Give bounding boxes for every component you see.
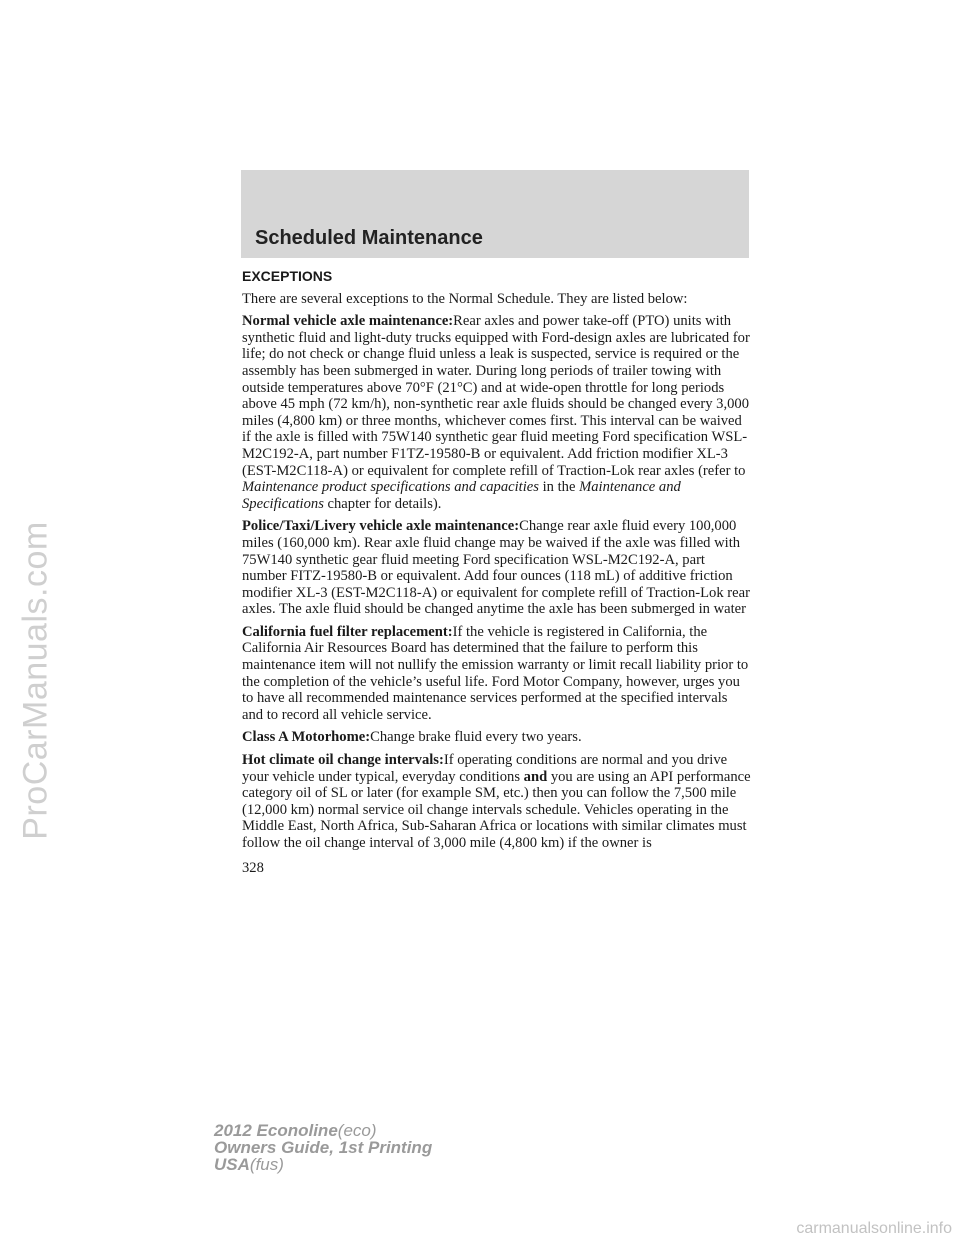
footer-model-code: (eco) — [337, 1121, 377, 1140]
axle-maintenance-text-3: chapter for details). — [323, 495, 442, 512]
motorhome-text: Change brake fluid every two years. — [370, 729, 582, 746]
police-axle-label: Police/Taxi/Livery vehicle axle maintenance: — [242, 518, 520, 535]
watermark — [6, 300, 66, 1060]
footer-market-code: (fus) — [249, 1155, 284, 1174]
footer-line-3 — [214, 1156, 432, 1173]
document-footer — [214, 1122, 432, 1173]
axle-reference-1: Maintenance product specifications and capacities — [242, 479, 539, 496]
intro-paragraph: There are several exceptions to the Normal Schedule. They are listed below: — [242, 290, 688, 307]
police-axle-paragraph — [242, 518, 752, 618]
motorhome-paragraph — [242, 729, 752, 746]
watermark-text: ProCarManuals.com — [16, 520, 55, 840]
hot-climate-label: Hot climate oil change intervals: — [242, 752, 444, 769]
hot-climate-text: If operating conditions are normal and you drive your vehicle under typical, everyday conditions — [242, 752, 728, 785]
footer-market: USA — [214, 1155, 250, 1174]
hot-climate-paragraph — [242, 752, 752, 852]
hot-climate-and: and — [523, 768, 548, 785]
page-content — [242, 268, 752, 876]
california-filter-text: If the vehicle is registered in California, the California Air Resources Board has determined that the failure to perform this maintenance item will not nullify the emission warranty or limit recall liability prior to the completion of the vehicle’s useful life. Ford Motor Company, however, urges you to have all recommended maintenance services performed at the specified intervals and to record all vehicle service. — [242, 623, 749, 723]
california-filter-label: California fuel filter replacement: — [242, 623, 453, 640]
page-number: 328 — [242, 859, 264, 876]
axle-reference-2: Maintenance and Specifications — [242, 479, 681, 512]
page-title: Scheduled Maintenance — [255, 227, 483, 249]
section-heading: EXCEPTIONS — [242, 268, 333, 284]
police-axle-text: Change rear axle fluid every 100,000 miles (160,000 km). Rear axle fluid change may be waived if the axle was filled with 75W140 synthetic gear fluid meeting Ford specification WSL-M2C192-A, part number FITZ-19580-B or equivalent. Add four ounces (118 mL) of additive friction modifier XL-3 (EST-M2C118-A) or equivalent for complete refill of Traction-Lok rear axles. The axle fluid should be changed anytime the axle has been submerged in water — [242, 518, 750, 618]
footer-line-1 — [214, 1122, 432, 1139]
california-filter-paragraph — [242, 624, 752, 724]
site-watermark: carmanualsonline.info — [796, 1220, 952, 1237]
motorhome-label: Class A Motorhome: — [242, 729, 371, 746]
axle-maintenance-paragraph — [242, 313, 752, 512]
footer-line-2: Owners Guide, 1st Printing — [214, 1138, 433, 1157]
axle-maintenance-text-2: in the — [538, 479, 580, 496]
hot-climate-text-2: you are using an API performance category oil of SL or later (for example SM, etc.) then you can follow the 7,500 mile (12,000 km) normal service oil change intervals schedule. Vehicles operating in the Middle East, North Africa, Sub-Saharan Africa or locations with similar climates must follow the oil change interval of 3,000 mile (4,800 km) if the owner is — [242, 768, 751, 851]
section-header-band — [241, 170, 749, 258]
axle-maintenance-text: Rear axles and power take-off (PTO) units with synthetic fluid and light-duty trucks equipped with Ford-design axles are lubricated for life; do not check or change fluid unless a leak is suspected, service is required or the assembly has been submerged in water. During long periods of trailer towing with outside temperatures above 70°F (21°C) and at wide-open throttle for long periods above 45 mph (72 km/h), non-synthetic rear axle fluids should be changed every 3,000 miles (4,800 km) or three months, whichever comes first. This interval can be waived if the axle is filled with 75W140 synthetic gear fluid meeting Ford specification WSL-M2C192-A, part number F1TZ-19580-B or equivalent. Add friction modifier XL-3 (EST-M2C118-A) or equivalent for complete refill of Traction-Lok rear axles (refer to — [242, 313, 750, 479]
axle-maintenance-label: Normal vehicle axle maintenance: — [242, 313, 454, 330]
footer-model: 2012 Econoline — [214, 1121, 338, 1140]
